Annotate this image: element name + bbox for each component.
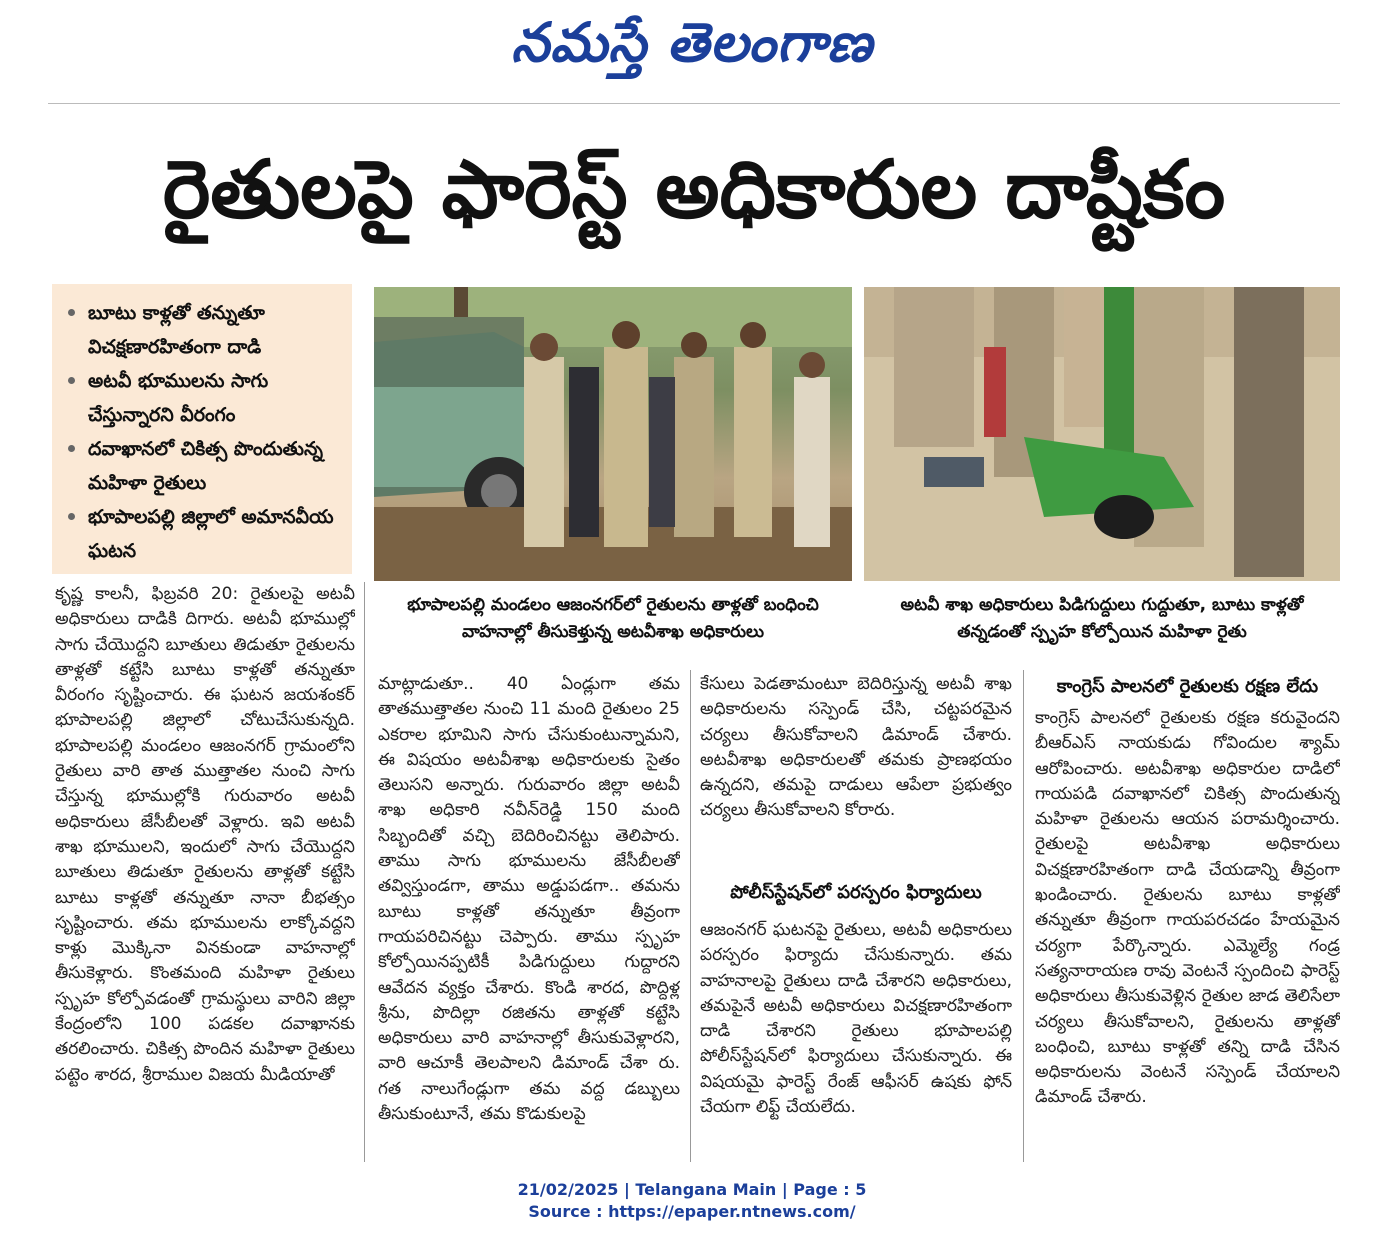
article-text: కాంగ్రెస్ పాలనలో రైతులకు రక్షణ కరువైందని బీఆర్‌ఎస్ నాయకుడు గోవిందుల శ్యామ్ ఆరోపించారు. అటవీశాఖ అధికారుల దాడిలో గాయపడి దవాఖానలో చికిత్స పొందుతున్న మహిళా రైతులను ఆయన పరామర్శించారు. రైతులపై అటవీశాఖ అధికారులు విచక్షణారహితంగా దాడి చేయడాన్ని తీవ్రంగా ఖండించారు. రైతులను బూటు కాళ్లతో తన్నుతూ తీవ్రంగా గాయపరచడం హేయమైన చర్యగా పేర్కొన్నారు. ఎమ్మెల్యే గండ్ర సత్యనారాయణ రావు వెంటనే స్పందించి ఫారెస్ట్ అధికారులు తీసుకువెళ్లిన రైతుల జాడ తెలిసేలా చర్యలు తీసుకోవాలని, రైతులను తాళ్లతో బంధించి, బూటు కాళ్లతో తన్ని దాడి చేసిన అధికారులను వెంటనే సస్పెండ్ చేయాలని డిమాండ్ చేశారు. (1035, 708, 1340, 1108)
column-divider (1023, 670, 1024, 1162)
article-column-4 (1035, 706, 1340, 1160)
article-column-3-bottom (700, 918, 1012, 1160)
footer-edition-info: 21/02/2025 | Telangana Main | Page : 5 (517, 1180, 867, 1199)
highlight-item: బూటు కాళ్లతో తన్నుతూ విచక్షణారహితంగా దాడి (68, 296, 342, 364)
masthead (0, 10, 1384, 80)
article-text: ఆజంనగర్ ఘటనపై రైతులు, అటవీ అధికారులు పరస్పరం ఫిర్యాదు చేసుకున్నారు. తమ వాహనాలపై రైతులు దాడి చేశారని అధికారులు, తమపైనే అటవీ అధికారులు విచక్షణారహితంగా దాడి చేశారని రైతులు భూపాలపల్లి పోలీస్‌స్టేషన్‌లో ఫిర్యాదులు చేసుకున్నారు. ఈ విషయమై ఫారెస్ట్ రేంజ్ ఆఫీసర్ ఉషకు ఫోన్ చేయగా లిఫ్ట్ చేయలేదు. (700, 920, 1012, 1118)
highlight-item: దవాఖానలో చికిత్స పొందుతున్న మహిళా రైతులు (68, 432, 342, 500)
masthead-divider (48, 103, 1340, 104)
photo1-caption: భూపాలపల్లి మండలం ఆజంనగర్‌లో రైతులను తాళ్లతో బంధించి వాహనాల్లో తీసుకెళ్తున్న అటవీశాఖ అధికారులు (407, 595, 819, 642)
column-divider (364, 582, 365, 1162)
footer-source: Source : https://epaper.ntnews.com/ (528, 1202, 856, 1221)
photo-officials-with-farmers (374, 287, 852, 581)
article-text: కృష్ణ కాలనీ, ఫిబ్రవరి 20: రైతులపై అటవీ అధికారులు దాడికి దిగారు. అటవీ భూముల్లో సాగు చేయొద్దని బూతులు తిడుతూ రైతులను తాళ్లతో కట్టేసి బూటు కాళ్లతో తన్నుతూ వీరంగం సృష్టించారు. ఈ ఘటన జయశంకర్ భూపాలపల్లి జిల్లాలో చోటుచేసుకున్నది. భూపాలపల్లి మండలం ఆజంనగర్ గ్రామంలోని రైతులు వారి తాత ముత్తాతల నుంచి సాగు చేస్తున్న భూముల్లోకి గురువారం అటవీ అధికారులు జేసీబీలతో వెళ్లారు. ఇవి అటవీ శాఖ భూములని, ఇందులో సాగు చేయొద్దని బూతులు తిడుతూ రైతులను తాళ్లతో కట్టేసి బూటు కాళ్లతో తన్నుతూ నానా బీభత్సం సృష్టించారు. తమ భూములను లాక్కోవద్దని కాళ్లు మొక్కినా వినకుండా వాహనాల్లో తీసుకెళ్లారు. కొంతమంది మహిళా రైతులు స్పృహ కోల్పోవడంతో గ్రామస్థులు వారిని జిల్లా కేంద్రంలోని 100 పడకల దవాఖానకు తరలించారు. చికిత్స పొందిన మహిళా రైతులు పట్టెం శారద, శ్రీరాముల విజయ మీడియాతో (55, 584, 355, 1085)
article-text: మాట్లాడుతూ.. 40 ఏండ్లుగా తమ తాతముత్తాతల నుంచి 11 మంది రైతులం 25 ఎకరాల భూమిని సాగు చేసుకుంటున్నామని, ఈ విషయం అటవీశాఖ అధికారులకు సైతం తెలుసని అన్నారు. గురువారం జిల్లా అటవీ శాఖ అధికారి నవీన్‌రెడ్డి 150 మంది సిబ్బందితో వచ్చి బెదిరించినట్టు తెలిపారు. తాము సాగు భూములను జేసీబీలతో తవ్విస్తుండగా, తాము అడ్డుపడగా.. తమను బూటు కాళ్లతో తన్నుతూ తీవ్రంగా గాయపరిచినట్టు చెప్పారు. తాము స్పృహ కోల్పోయినప్పటికీ పిడిగుద్దులు గుద్దారని ఆవేదన వ్యక్తం చేశారు. కొండి శారద, పొద్దిళ్ల శ్రీను, పొదిల్లా రజితను తాళ్లతో కట్టేసి అధికారులు వారి వాహనాల్లో తీసుకువెళ్లారని, వారి ఆచూకీ తెలపాలని డిమాండ్ చేశా రు. గత నాలుగేండ్లుగా తమ వద్ద డబ్బులు తీసుకుంటూనే, తమ కొడుకులపై (378, 674, 680, 1125)
article-column-3-top (700, 672, 1012, 877)
photo2-caption: అటవీ శాఖ అధికారులు పిడిగుద్దులు గుద్దుతూ, బూటు కాళ్లతో తన్నడంతో స్పృహ కోల్పోయిన మహిళా రైతు (900, 595, 1304, 642)
highlights-box (52, 284, 352, 574)
masthead-title: నమస్తే తెలంగాణ (511, 10, 873, 74)
article-text: కేసులు పెడతామంటూ బెదిరిస్తున్న అటవీ శాఖ అధికారులను సస్పెండ్ చేసి, చట్టపరమైన చర్యలు తీసుకోవాలని డిమాండ్ చేశారు. అటవీశాఖ అధికారులతో తమకు ప్రాణభయం ఉన్నదని, తమపై దాడులు ఆపేలా ప్రభుత్వం చర్యలు తీసుకోవాలని కోరారు. (700, 674, 1012, 821)
photo-unconscious-woman-farmer (864, 287, 1340, 581)
article-column-2 (378, 672, 680, 1160)
headline: రైతులపై ఫారెస్ట్ అధికారుల దాష్టీకం (162, 143, 1226, 236)
column-divider (690, 670, 691, 1162)
highlight-item: భూపాలపల్లి జిల్లాలో అమానవీయ ఘటన (68, 500, 342, 568)
article-column-1 (55, 582, 355, 1160)
photo-officials-illustration (374, 287, 852, 581)
subhead-congress-rule: కాంగ్రెస్ పాలనలో రైతులకు రక్షణ లేదు (1056, 676, 1319, 697)
highlight-item: అటవీ భూములను సాగు చేస్తున్నారని వీరంగం (68, 364, 342, 432)
subhead-police-complaints: పోలీస్‌స్టేషన్‌లో పరస్పరం ఫిర్యాదులు (730, 882, 982, 903)
photo-woman-farmer-illustration (864, 287, 1340, 581)
